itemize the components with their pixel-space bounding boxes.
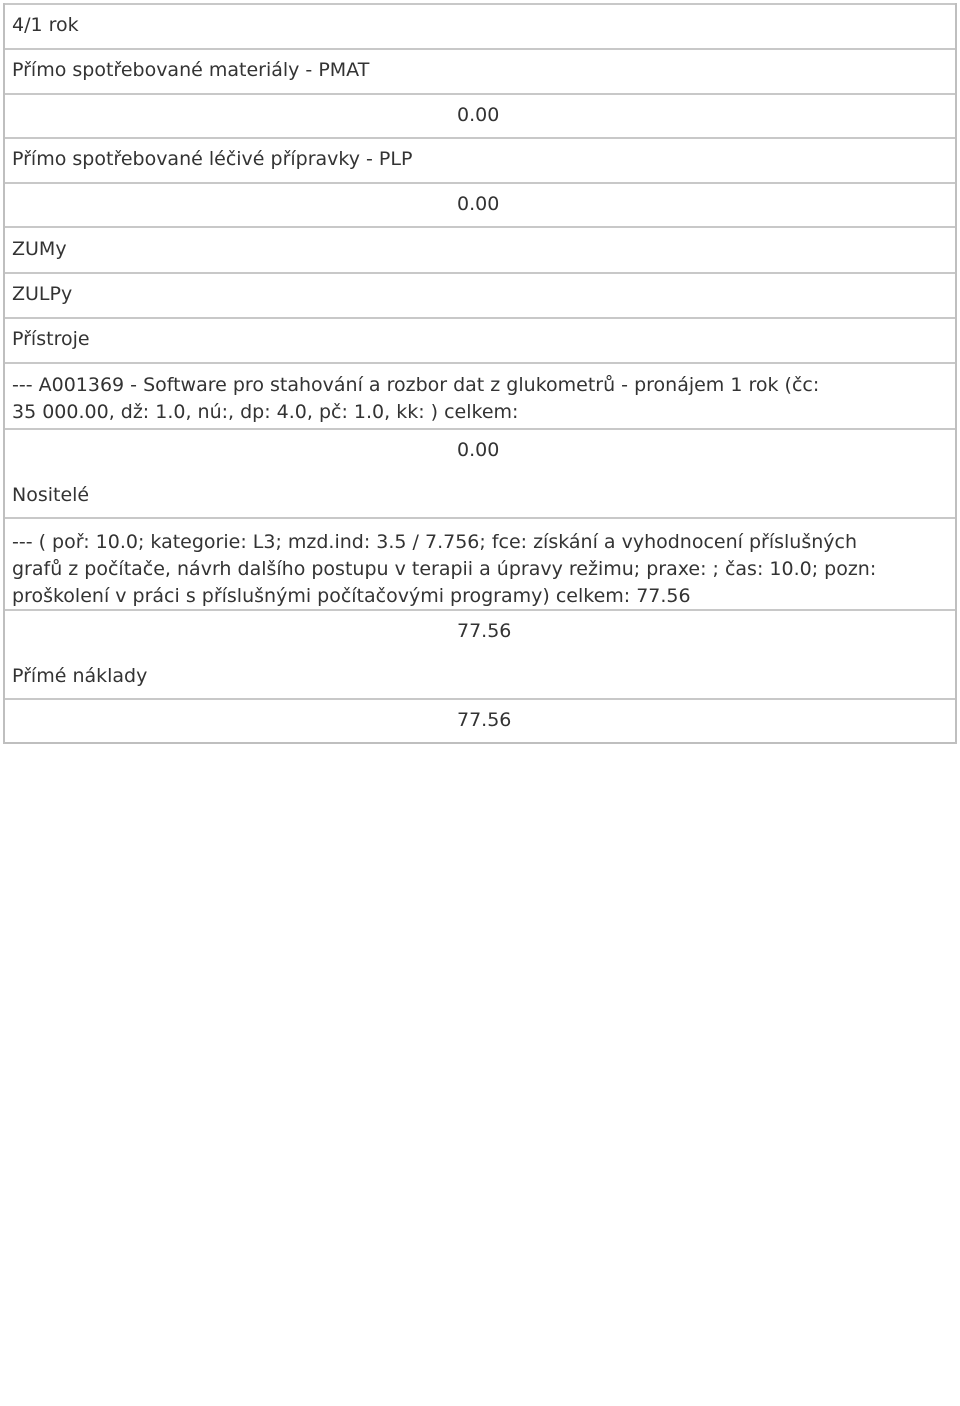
prime-naklady-label: Přímé náklady <box>12 665 148 687</box>
cost-report-table <box>3 3 957 744</box>
period-row <box>5 3 955 48</box>
device-item-row <box>5 362 955 428</box>
staff-item-line: --- ( poř: 10.0; kategorie: L3; mzd.ind: 3.5 / 7.756; fce: získání a vyhodnocení příslušných <box>12 531 858 553</box>
pmat-value: 0.00 <box>457 104 500 126</box>
pmat-label: Přímo spotřebované materiály - PMAT <box>12 59 370 81</box>
prime-naklady-value-row <box>5 698 955 742</box>
zumy-label: ZUMy <box>12 238 67 260</box>
prime-naklady-value: 77.56 <box>457 709 512 731</box>
period-label: 4/1 rok <box>12 14 79 36</box>
zulpy-label: ZULPy <box>12 283 73 305</box>
device-value: 0.00 <box>457 439 500 461</box>
pmat-value-row <box>5 93 955 137</box>
staff-item-line: proškolení v práci s příslušnými počítačovými programy) celkem: 77.56 <box>12 585 691 607</box>
device-item-line: --- A001369 - Software pro stahování a rozbor dat z glukometrů - pronájem 1 rok (čc: <box>12 374 820 396</box>
device-item-description <box>12 372 951 426</box>
plp-value-row <box>5 182 955 226</box>
plp-label: Přímo spotřebované léčivé přípravky - PLP <box>12 148 413 170</box>
zumy-row <box>5 226 955 272</box>
device-value-row <box>5 428 955 517</box>
plp-value: 0.00 <box>457 193 500 215</box>
staff-item-description <box>12 529 951 610</box>
staff-item-row <box>5 517 955 609</box>
pristroje-row <box>5 317 955 362</box>
staff-value-row <box>5 609 955 698</box>
pristroje-label: Přístroje <box>12 328 90 350</box>
staff-item-line: grafů z počítače, návrh dalšího postupu v terapii a úpravy režimu; praxe: ; čas: 10.0; pozn: <box>12 558 877 580</box>
plp-label-row <box>5 137 955 182</box>
pmat-label-row <box>5 48 955 93</box>
nositele-label: Nositelé <box>12 484 90 506</box>
staff-value: 77.56 <box>457 620 512 642</box>
zulpy-row <box>5 272 955 317</box>
device-item-line: 35 000.00, dž: 1.0, nú:, dp: 4.0, pč: 1.0, kk: ) celkem: <box>12 401 519 423</box>
